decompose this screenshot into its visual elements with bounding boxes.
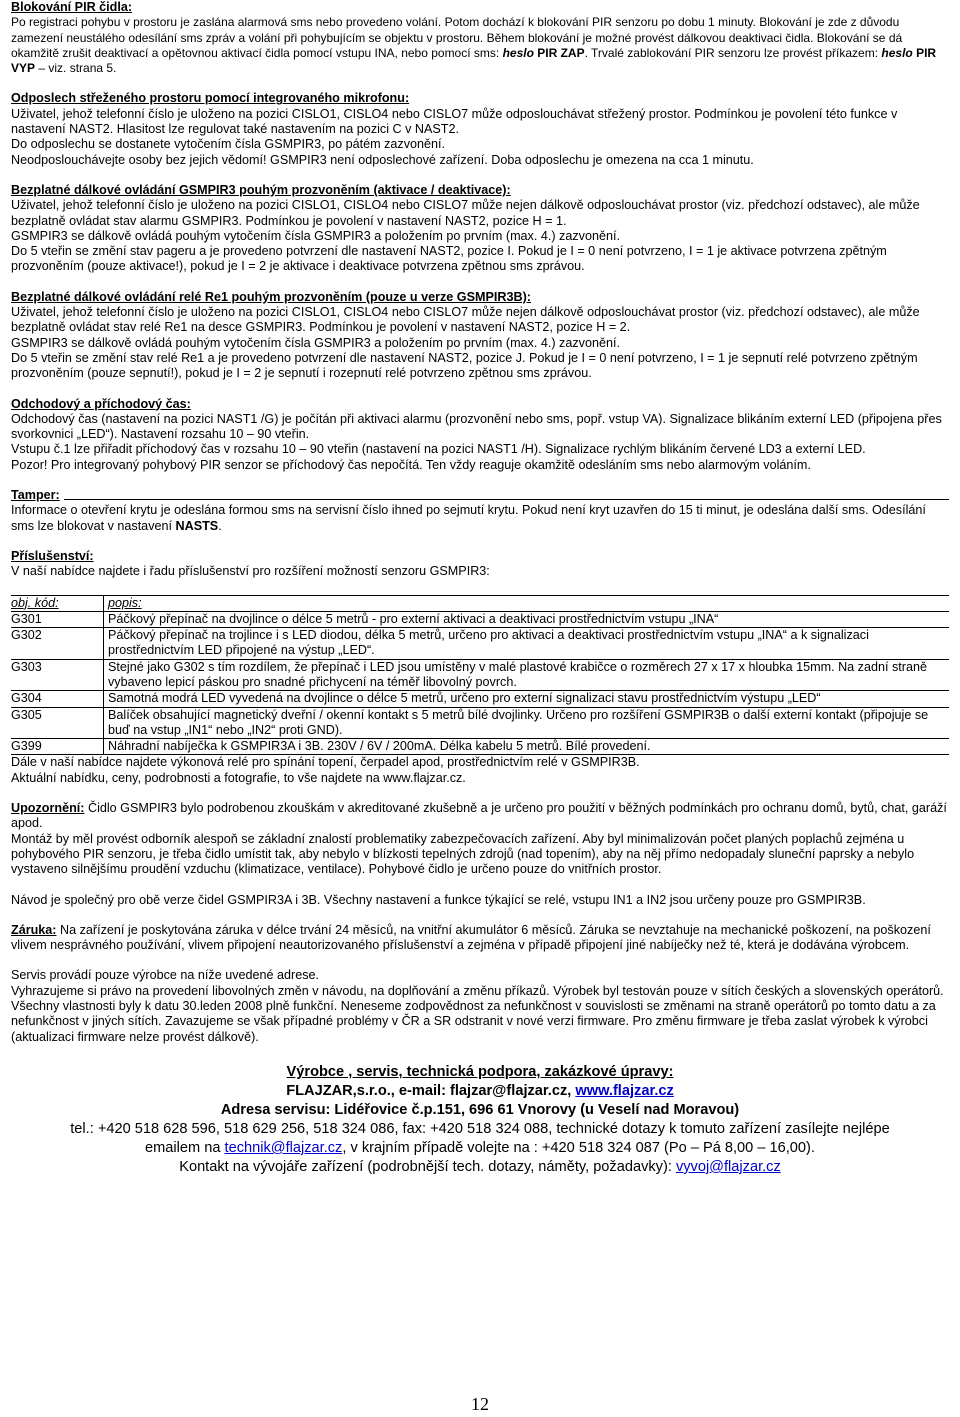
table-row xyxy=(11,611,949,627)
footer-tel-2b: , v krajním případě volejte na : +420 518 324 087 (Po – Pá 8,00 – 16,00). xyxy=(342,1139,815,1156)
section-tamper xyxy=(11,488,949,534)
text-blokovani-p2a: Blokování se dá okamžitě zrušit deaktivací a opětovnou aktivací čidla pomocí vstupu INA, nebo pomocí sms: xyxy=(11,30,903,60)
table-row xyxy=(11,659,949,691)
text-rele-3: Do 5 vteřin se změní stav relé Re1 a je provedeno potvrzení dle nastavení NAST2, pozice J. Pokud je I = 0 není potvrzeno, I = 1 je sepnutí relé potvrzeno zpětným prozvoněním (pouze sepnutí!), pokud je I = 2 je sepnutí i rozepnutí relé potvrzeno zpětnou sms zprávou. xyxy=(11,350,918,381)
text-odposlech-1: Uživatel, jehož telefonní číslo je uloženo na pozici CISLO1, CISLO4 nebo CISLO7 může odposlouchávat střežený prostor. Podmínkou je povolení této funkce v nastavení NAST2. Hlasitost lze regulovat také nastavením na pozici C v NAST2. xyxy=(11,106,898,137)
footer-tel-2a: emailem na xyxy=(145,1139,225,1156)
heading-rele: Bezplatné dálkové ovládání relé Re1 pouhým prozvoněním (pouze u verze GSMPIR3B): xyxy=(11,289,531,304)
heading-odchod: Odchodový a příchodový čas: xyxy=(11,396,191,411)
text-odposlech-2: Do odposlechu se dostanete vytočením čísla GSMPIR3, po pátém zazvonění. xyxy=(11,137,446,152)
text-heslo-1: heslo xyxy=(502,45,534,60)
section-odchod xyxy=(11,397,949,473)
heading-dalkove-ovladani: Bezplatné dálkové ovládání GSMPIR3 pouhým prozvoněním (aktivace / deaktivace): xyxy=(11,182,511,197)
paragraph-blokovani xyxy=(11,15,949,76)
table-cell-desc: Stejné jako G302 s tím rozdílem, že přepínač i LED jsou umístěny v malé plastové krabičce o rozměrech 27 x 17 x hloubka 15mm. Na zadní straně vybaveno lepicí páskou pro snadné přichycení na téměř libovolný povrch. xyxy=(104,659,950,691)
text-cmd-pir-vyp: PIR VYP xyxy=(11,45,937,76)
text-blokovani-p2c: – viz. strana 5. xyxy=(35,61,117,76)
text-cmd-pir-zap: PIR ZAP xyxy=(533,45,585,60)
table-row xyxy=(11,739,949,755)
page-number: 12 xyxy=(471,1394,489,1414)
text-zaruka-body: Na zařízení je poskytována záruka v délce trvání 24 měsíců, na vnitřní akumulátor 6 měsíců. Záruka se nevztahuje na mechanické poškození, na poškození vlivem nesprávného používání, vlivem připojení neautorizovaného příslušenství a zejména v případě připojení jiné nabíječky než té, která je dodávána výrobcem. xyxy=(11,922,931,953)
heading-tamper: Tamper: xyxy=(11,488,60,503)
text-nasts: NASTS xyxy=(175,518,219,533)
section-odposlech xyxy=(11,91,949,167)
column-header-desc: popis: xyxy=(104,595,950,611)
section-dalkove-ovladani xyxy=(11,183,949,275)
link-vyvoj-email[interactable]: vyvoj@flajzar.cz xyxy=(675,1158,781,1175)
section-navod xyxy=(11,893,949,908)
text-odchod-3: Pozor! Pro integrovaný pohybový PIR senzor se příchodový čas nepočítá. Ten vždy reaguje okamžitě odesláním sms nebo alarmovým voláním. xyxy=(11,457,811,472)
section-prislusenstvi xyxy=(11,549,949,786)
footer-tel-2 xyxy=(11,1139,949,1158)
table-row xyxy=(11,691,949,707)
text-upozorneni-1 xyxy=(11,801,949,832)
document-page xyxy=(11,0,949,1177)
link-technik-email[interactable]: technik@flajzar.cz xyxy=(224,1139,343,1156)
section-servis xyxy=(11,968,949,1044)
table-cell-code: G304 xyxy=(11,691,104,707)
section-blokovani xyxy=(11,0,949,76)
table-cell-desc: Samotná modrá LED vyvedená na dvojlince o délce 5 metrů, určeno pro externí signalizaci stavu prostřednictvím výstupu „LED“ xyxy=(104,691,950,707)
text-tamper xyxy=(11,503,949,534)
text-tamper-a: Informace o otevření krytu je odeslána formou sms na servisní číslo ihned po sejmutí krytu. Pokud není kryt uzavřen do 15 ti minut, je odeslána další sms. Odesílání sms lze blokovat v nastavení xyxy=(11,503,926,533)
text-odchod-1: Odchodový čas (nastavení na pozici NAST1 /G) je počítán při aktivaci alarmu (prozvonění nebo sms, popř. vstup VA). Signalizace blikáním externí LED (připojena přes svorkovnici „LED“). Nastavení rozsahu 10 – 90 vteřin. xyxy=(11,411,942,442)
text-prislusenstvi-after1: Dále v naší nabídce najdete výkonová relé pro spínání topení, čerpadel apod, prostřednictvím relé v GSMPIR3B. xyxy=(11,755,640,770)
text-servis-1: Servis provádí pouze výrobce na níže uvedené adrese. xyxy=(11,968,320,983)
table-cell-desc: Náhradní nabíječka k GSMPIR3A i 3B. 230V / 6V / 200mA. Délka kabelu 5 metrů. Bílé provedení. xyxy=(104,739,950,755)
text-upozorneni-2: Montáž by měl provést odborník alespoň se základní znalostí problematiky zabezpečovacích zařízení. Aby byl minimalizován počet planých poplachů zejména u pohybového PIR senzoru, je třeba čidlo umístit tak, aby nebylo v blízkosti tepelných zdrojů (nad topením), aby na něj přímo nedopadaly sluneční paprsky a nebylo vystaveno silnějšímu proudění vzduchu (klimatizace, ventilace). Pohybové čidlo je určeno pouze do vnitřních prostor. xyxy=(11,831,915,877)
heading-upozorneni: Upozornění: xyxy=(11,801,85,816)
heading-blokovani: Blokování PIR čidla: xyxy=(11,0,133,14)
text-tamper-c: . xyxy=(218,518,222,533)
divider xyxy=(64,499,949,500)
text-blokovani-p1: Po registraci pohybu v prostoru je zaslána alarmová sms nebo provedeno volání. Potom dochází k blokování PIR senzoru po dobu 1 minuty. Blokování je zde z důvodu zamezení neustálého odesílání sms zpráv a volání při pohybujícím se objektu v prostoru. Během blokování je možné provést dálkovou deaktivaci čidla. xyxy=(11,15,900,45)
table-cell-desc: Páčkový přepínač na dvojlince o délce 5 metrů - pro externí aktivaci a deaktivaci prostřednictvím vstupu „INA“ xyxy=(104,611,950,627)
table-header-row xyxy=(11,595,949,611)
section-upozorneni xyxy=(11,801,949,877)
text-rele-2: GSMPIR3 se dálkově ovládá pouhým vytočením čísla GSMPIR3 a položením po prvním (max. 4.) zazvonění. xyxy=(11,335,620,350)
footer-developer xyxy=(11,1158,949,1177)
footer-contacts xyxy=(11,1063,949,1177)
heading-tamper-row xyxy=(11,488,949,503)
section-zaruka xyxy=(11,923,949,954)
table-row xyxy=(11,707,949,739)
table-cell-desc: Balíček obsahující magnetický dveřní / okenní kontakt s 5 metrů bílé dvojlinky. Určeno pro rozšíření GSMPIR3B o další externí kontakt (připojuje se buď na vstup „IN1“ nebo „IN2“ proti GND). xyxy=(104,707,950,739)
text-odposlech-3: Neodposlouchávejte osoby bez jejich vědomí! GSMPIR3 není odposlechové zařízení. Doba odposlechu je omezena na cca 1 minutu. xyxy=(11,152,754,167)
footer-address: Adresa servisu: Lidéřovice č.p.151, 696 61 Vnorovy (u Veselí nad Moravou) xyxy=(220,1101,740,1118)
text-zaruka xyxy=(11,923,949,954)
text-blokovani-p2b: . Trvalé zablokování PIR senzoru lze provést příkazem: xyxy=(584,45,882,60)
footer-tel-1: tel.: +420 518 628 596, 518 629 256, 518 324 086, fax: +420 518 324 088, technické dotazy k tomuto zařízení zasílejte nejlépe xyxy=(70,1120,890,1137)
text-dalkove-1: Uživatel, jehož telefonní číslo je uloženo na pozici CISLO1, CISLO4 nebo CISLO7 může nejen dálkově odposlouchávat prostor (viz. předchozí odstavec), ale může bezplatně ovládat stav alarmu GSMPIR3. Podmínkou je povolení v nastavení NAST2, pozice H = 1. xyxy=(11,198,920,228)
text-dalkove-2: GSMPIR3 se dálkově ovládá pouhým vytočením čísla GSMPIR3 a položením po prvním (max. 4.) zazvonění. xyxy=(11,228,620,243)
footer-company xyxy=(11,1082,949,1101)
text-odchod-2: Vstupu č.1 lze přiřadit příchodový čas v rozsahu 10 – 90 vteřin (nastavení na pozici NAST1 /H). Signalizace rychlým blikáním červené LD3 a externí LED. xyxy=(11,442,866,457)
text-prislusenstvi-intro: V naší nabídce najdete i řadu příslušenství pro rozšíření možností senzoru GSMPIR3: xyxy=(11,564,490,579)
heading-prislusenstvi: Příslušenství: xyxy=(11,548,94,563)
accessories-table xyxy=(11,595,949,756)
table-cell-code: G302 xyxy=(11,628,104,660)
table-cell-code: G399 xyxy=(11,739,104,755)
text-upozorneni-1-body: Čidlo GSMPIR3 bylo podrobenou zkouškám v akreditované zkušebně a je určeno pro použití v běžných podmínkách pro ochranu domů, bytů, chat, garáží apod. xyxy=(11,801,947,831)
text-navod: Návod je společný pro obě verze čidel GSMPIR3A i 3B. Všechny nastavení a funkce týkající se relé, vstupu IN1 a IN2 jsou určeny pouze pro GSMPIR3B. xyxy=(11,892,866,907)
text-servis-2: Vyhrazujeme si právo na provedení libovolných změn v návodu, na doplňování a změnu příkazů. Výrobek byl testován pouze v sítích českých a slovenských operátorů. Všechny vlastnosti byly k datu 30.leden 2008 plně funkční. Neneseme zodpovědnost za nefunkčnost v souvislosti se změnami na straně operátorů po tomto datu a za nefunkčnost v jiných sítích. Zavazujeme se však případné problémy v ČR a SR odstranit v nové verzi firmware. Pro změnu firmware je třeba zaslat výrobek k výrobci (aktualizaci firmware nelze provést dálkově). xyxy=(11,983,944,1044)
heading-odposlech: Odposlech střeženého prostoru pomocí integrovaného mikrofonu: xyxy=(11,91,410,106)
table-cell-code: G305 xyxy=(11,707,104,739)
table-row xyxy=(11,628,949,660)
text-dalkove-3: Do 5 vteřin se změní stav pageru a je provedeno potvrzení dle nastavení NAST2, pozice I. Pokud je I = 0 není potvrzeno, I = 1 je aktivace potvrzena zpětným prozvoněním (pouze aktivace!), pokud je I = 2 je aktivace i deaktivace potvrzena zpětnou sms zprávou. xyxy=(11,244,887,274)
text-prislusenstvi-after2: Aktuální nabídku, ceny, podrobnosti a fotografie, to vše najdete na www.flajzar.cz. xyxy=(11,770,466,785)
table-cell-code: G303 xyxy=(11,659,104,691)
table-cell-code: G301 xyxy=(11,611,104,627)
footer-company-text: FLAJZAR,s.r.o., e-mail: flajzar@flajzar.cz, xyxy=(286,1082,576,1099)
link-website[interactable]: www.flajzar.cz xyxy=(575,1082,674,1099)
footer-title: Výrobce , servis, technická podpora, zakázkové úpravy: xyxy=(286,1063,674,1080)
text-heslo-2: heslo xyxy=(881,45,913,60)
heading-zaruka: Záruka: xyxy=(11,922,57,937)
footer-developer-text: Kontakt na vývojáře zařízení (podrobnější tech. dotazy, náměty, požadavky): xyxy=(179,1158,676,1175)
table-cell-desc: Páčkový přepínač na trojlince i s LED diodou, délka 5 metrů, určeno pro aktivaci a deaktivaci prostřednictvím vstupu „INA“ a k signalizaci prostřednictvím LED připojené na výstup „LED“. xyxy=(104,628,950,660)
text-rele-1: Uživatel, jehož telefonní číslo je uloženo na pozici CISLO1, CISLO4 nebo CISLO7 může nejen dálkově odposlouchávat prostor (viz. předchozí odstavec), ale může bezplatně ovládat stav relé Re1 na desce GSMPIR3. Podmínkou je povolení v nastavení NAST2, pozice H = 2. xyxy=(11,305,920,335)
column-header-code: obj. kód: xyxy=(11,595,104,611)
section-rele xyxy=(11,290,949,382)
